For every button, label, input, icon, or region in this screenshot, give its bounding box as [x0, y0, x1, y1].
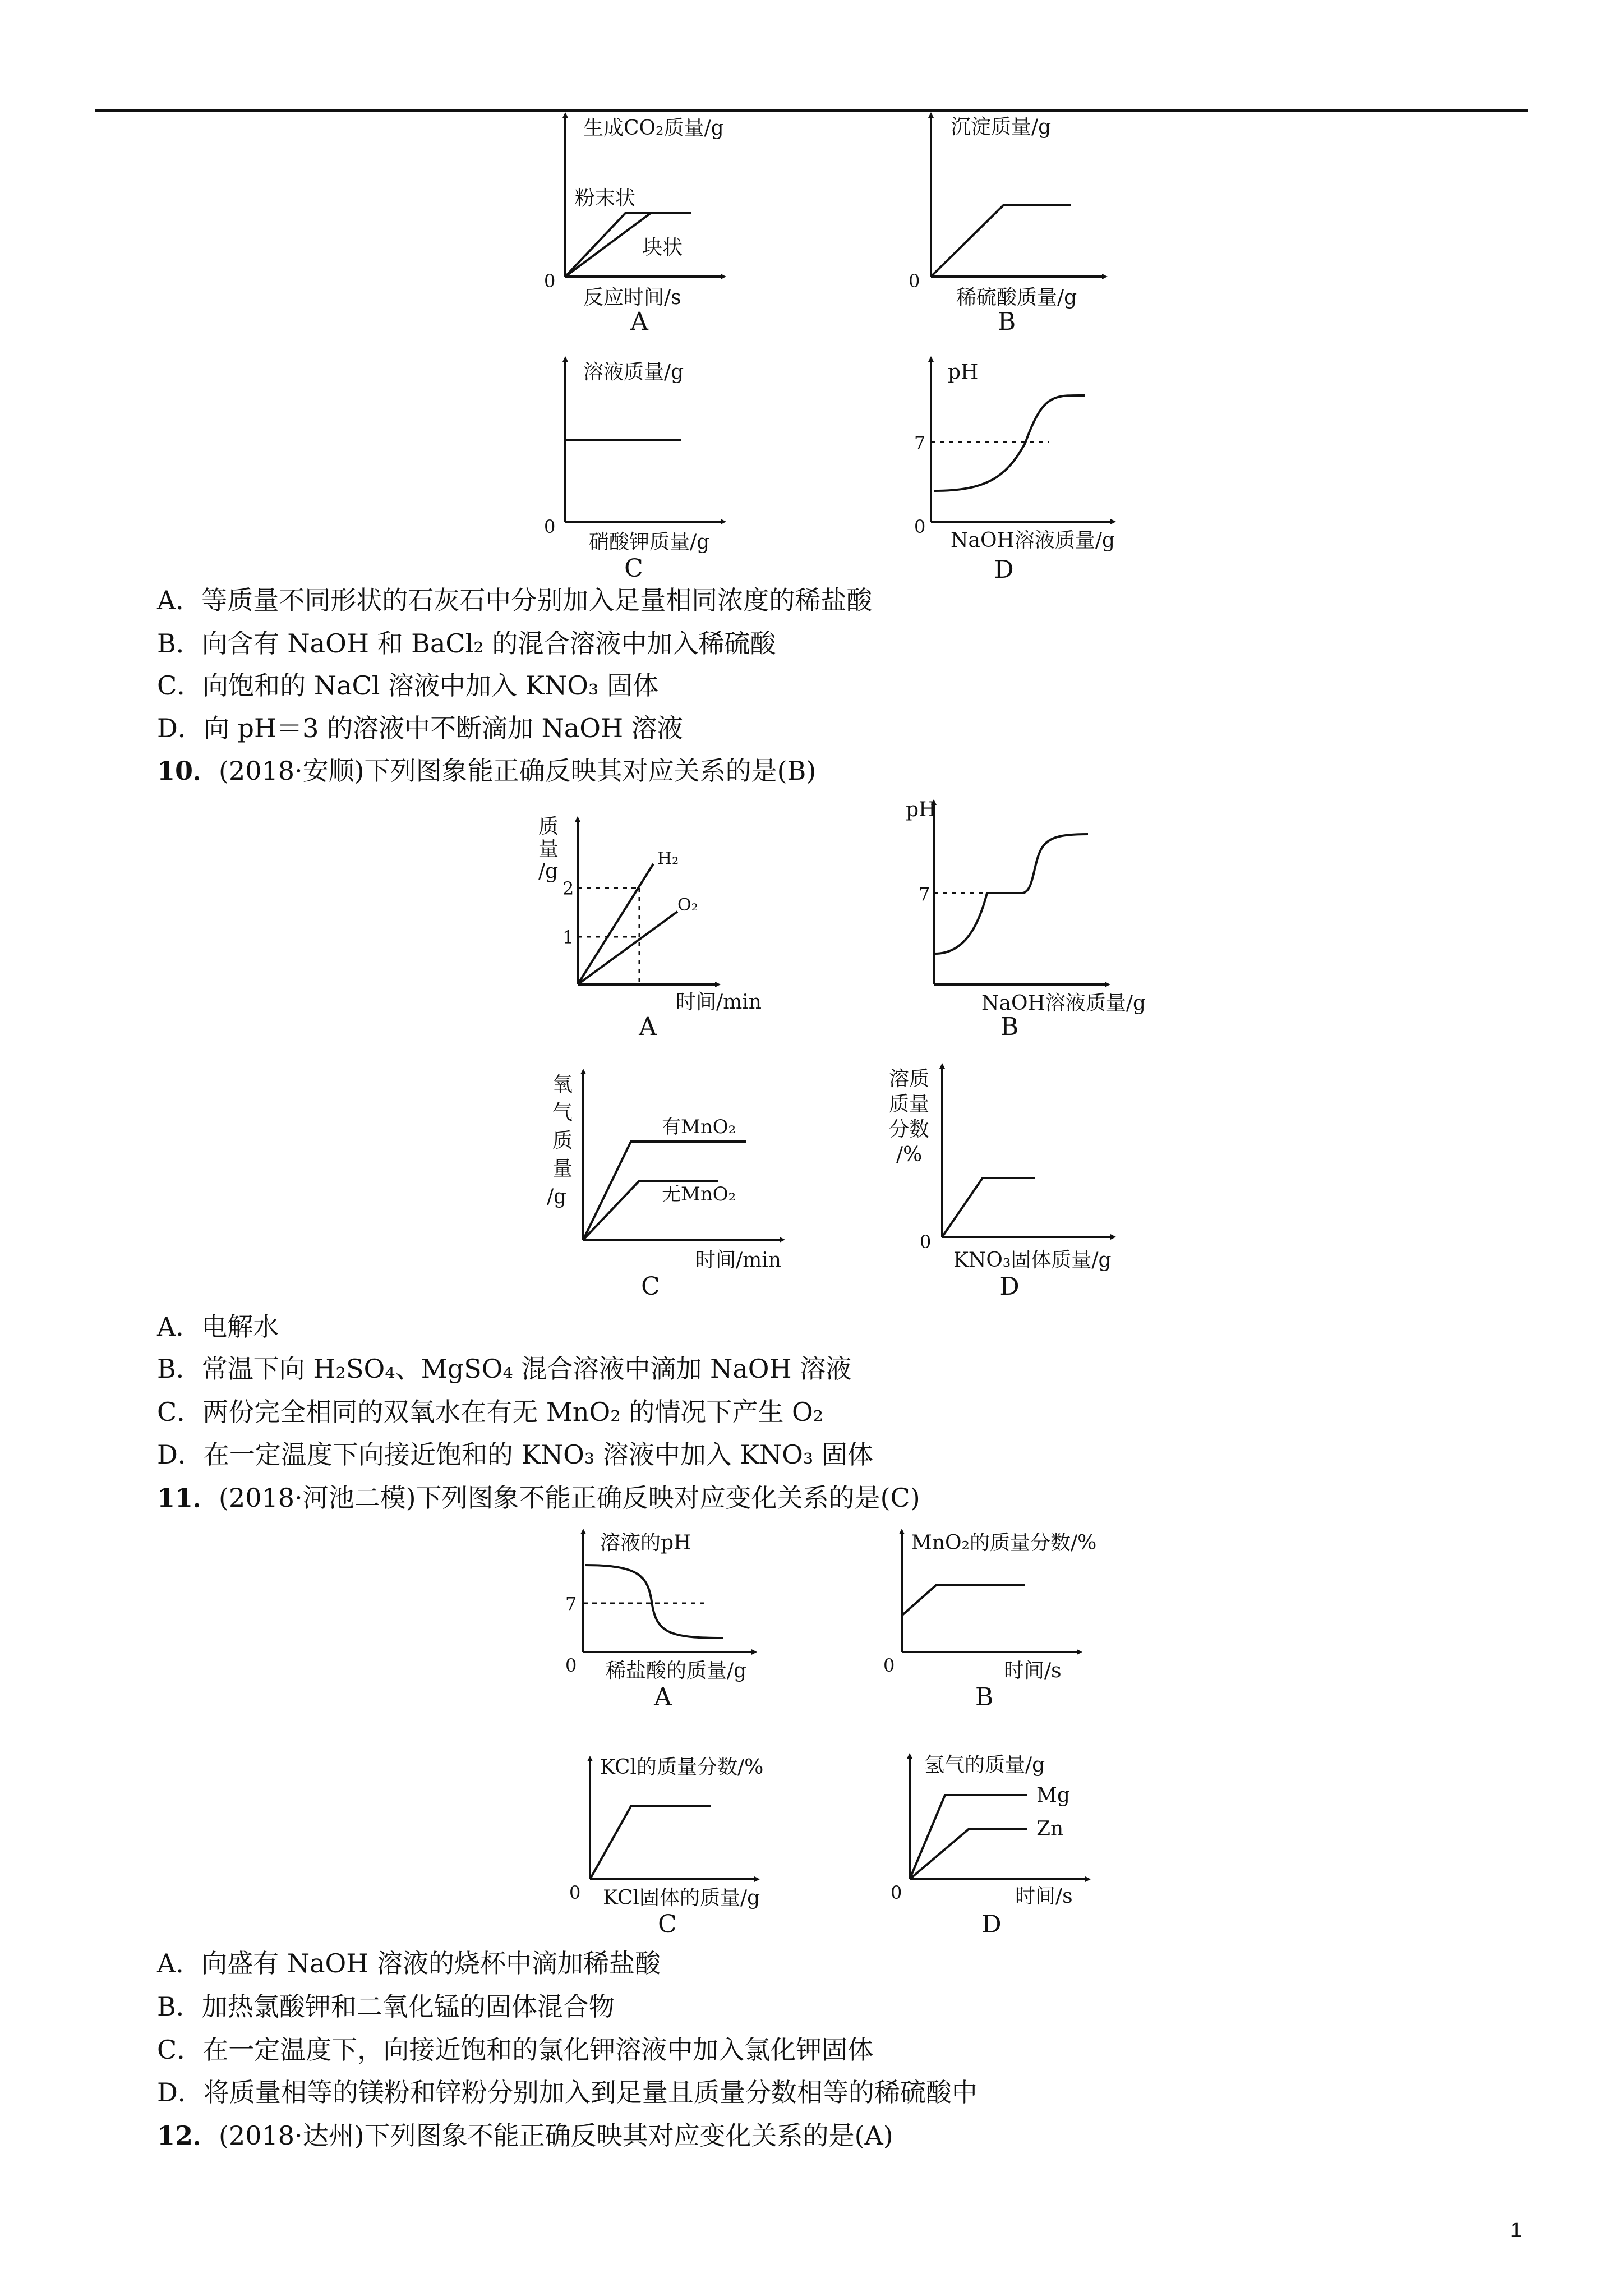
- q9-d-ylabel: pH: [948, 361, 979, 384]
- q9-a-origin: 0: [544, 270, 556, 292]
- q10-a-xlabel: 时间/min: [676, 991, 762, 1014]
- q10-d-ylabel-4: /%: [896, 1143, 923, 1166]
- q9-c-ylabel: 溶液质量/g: [583, 361, 684, 384]
- q10-d-ylabel-2: 质量: [889, 1093, 930, 1116]
- q11-c-origin: 0: [569, 1882, 581, 1903]
- q11-b-xlabel: 时间/s: [1004, 1659, 1062, 1682]
- q10-a-ylabel-2: 量: [538, 838, 559, 861]
- q11-option-a: A．向盛有 NaOH 溶液的烧杯中滴加稀盐酸: [157, 1948, 661, 1978]
- q10-a-letter: A: [639, 1013, 657, 1041]
- q9-option-c: C．向饱和的 NaCl 溶液中加入 KNO₃ 固体: [157, 670, 659, 701]
- q11-b-origin: 0: [883, 1655, 895, 1676]
- q10-graph-a: [538, 815, 762, 1041]
- q10-d-ylabel-3: 分数: [889, 1118, 930, 1141]
- q10-c-ylabel-4: 量: [552, 1157, 573, 1180]
- q10-option-c: C．两份完全相同的双氧水在有无 MnO₂ 的情况下产生 O₂: [157, 1397, 824, 1427]
- q11-b-ylabel: MnO₂的质量分数/%: [911, 1531, 1097, 1554]
- q9-b-origin: 0: [909, 270, 920, 292]
- q11-c-ylabel: KCl的质量分数/%: [600, 1756, 764, 1779]
- q10-option-b: B．常温下向 H₂SO₄、MgSO₄ 混合溶液中滴加 NaOH 溶液: [157, 1354, 852, 1384]
- q9-d-origin: 0: [914, 516, 926, 537]
- q10-b-xlabel: NaOH溶液质量/g: [981, 992, 1146, 1015]
- q11-c-xlabel: KCl固体的质量/g: [603, 1887, 760, 1910]
- q11-stem: [157, 1481, 920, 1515]
- q11-option-c: C．在一定温度下，向接近饱和的氯化钾溶液中加入氯化钾固体: [157, 2035, 874, 2065]
- q9-graph-d: [914, 359, 1115, 584]
- q10-c-ylabel-3: 质: [552, 1129, 573, 1152]
- q9-c-origin: 0: [544, 516, 556, 537]
- q11-b-letter: B: [975, 1683, 994, 1711]
- q10-d-xlabel: KNO₃固体质量/g: [953, 1249, 1112, 1272]
- q11-d-origin: 0: [891, 1882, 902, 1903]
- q12-stem-text: (2018·达州)下列图象不能正确反映其对应变化关系的是(A): [219, 2120, 893, 2151]
- q10-b-ylabel: pH: [906, 798, 937, 821]
- q11-d-xlabel: 时间/s: [1015, 1885, 1073, 1908]
- q10-stem-text: (2018·安顺)下列图象能正确反映其对应关系的是(B): [219, 756, 817, 786]
- q11-d-curve1: Mg: [1036, 1784, 1070, 1807]
- q10-c-curve2: 无MnO₂: [662, 1183, 736, 1205]
- q11-a-tick: 7: [565, 1593, 577, 1614]
- q11-a-ylabel: 溶液的pH: [600, 1531, 691, 1554]
- q11-option-b: B．加热氯酸钾和二氧化锰的固体混合物: [157, 1991, 615, 2022]
- q11-d-curve2: Zn: [1036, 1818, 1064, 1841]
- q9-d-tick: 7: [914, 432, 926, 453]
- q11-d-letter: D: [981, 1910, 1002, 1939]
- q10-c-xlabel: 时间/min: [695, 1249, 781, 1272]
- q11-option-d: D．将质量相等的镁粉和锌粉分别加入到足量且质量分数相等的稀硫酸中: [157, 2077, 978, 2108]
- q10-a-ylabel-1: 质: [538, 815, 559, 838]
- q10-stem: [157, 754, 816, 788]
- q9-b-letter: B: [997, 307, 1016, 336]
- q10-graph-b: [906, 798, 1146, 1041]
- q9-a-ylabel: 生成CO₂质量/g: [583, 117, 724, 140]
- q10-c-letter: C: [641, 1272, 660, 1301]
- q11-graph-a: [565, 1531, 754, 1711]
- q11-a-letter: A: [654, 1683, 672, 1711]
- q9-graph-c: [544, 359, 723, 583]
- q10-c-ylabel-2: 气: [552, 1101, 573, 1124]
- q10-b-letter: B: [1000, 1013, 1019, 1041]
- q10-option-a: A．电解水: [157, 1312, 279, 1342]
- q10-a-tick-2: 2: [562, 878, 574, 899]
- q11-stem-text: (2018·河池二模)下列图象不能正确反映对应变化关系的是(C): [219, 1483, 920, 1513]
- q10-graph-c: [547, 1071, 782, 1301]
- q10-d-ylabel-1: 溶质: [889, 1068, 930, 1091]
- q10-option-d: D．在一定温度下向接近饱和的 KNO₃ 溶液中加入 KNO₃ 固体: [157, 1439, 873, 1470]
- q11-d-ylabel: 氢气的质量/g: [924, 1754, 1045, 1777]
- q12-stem: [157, 2119, 893, 2152]
- q12-number: 12．: [157, 2120, 219, 2151]
- q9-a-curve2: 块状: [642, 236, 683, 259]
- q9-d-xlabel: NaOH溶液质量/g: [951, 529, 1115, 552]
- q10-b-tick: 7: [919, 884, 930, 905]
- q10-graph-d: [889, 1066, 1113, 1301]
- q11-a-xlabel: 稀盐酸的质量/g: [606, 1659, 747, 1682]
- q10-c-curve1: 有MnO₂: [662, 1116, 736, 1138]
- q11-a-origin: 0: [565, 1655, 577, 1676]
- q11-graph-b: [883, 1531, 1096, 1711]
- page-number: 1: [1510, 2219, 1522, 2242]
- q9-graph-a: [544, 115, 724, 336]
- q9-a-letter: A: [630, 307, 648, 336]
- q9-a-xlabel: 反应时间/s: [583, 286, 681, 309]
- q10-c-ylabel-1: 氧: [552, 1073, 573, 1096]
- q9-option-d: D．向 pH＝3 的溶液中不断滴加 NaOH 溶液: [157, 713, 683, 743]
- q11-c-letter: C: [658, 1910, 677, 1939]
- q9-b-xlabel: 稀硫酸质量/g: [956, 286, 1077, 309]
- q11-number: 11．: [157, 1483, 219, 1513]
- q10-d-origin: 0: [920, 1231, 932, 1253]
- q9-graph-b: [909, 115, 1105, 336]
- q9-option-b: B．向含有 NaOH 和 BaCl₂ 的混合溶液中加入稀硫酸: [157, 628, 776, 659]
- q9-a-curve1: 粉末状: [575, 187, 636, 210]
- q10-a-curve2: O₂: [677, 895, 698, 915]
- q10-a-curve1: H₂: [657, 849, 679, 868]
- q9-b-ylabel: 沉淀质量/g: [951, 116, 1052, 139]
- q10-number: 10．: [157, 756, 219, 786]
- q10-a-tick-1: 1: [562, 927, 574, 948]
- q9-c-letter: C: [624, 554, 643, 583]
- q11-graph-d: [891, 1754, 1088, 1939]
- q11-graph-c: [569, 1756, 763, 1939]
- q10-c-ylabel-5: /g: [547, 1185, 567, 1208]
- q10-d-letter: D: [999, 1272, 1020, 1301]
- q9-d-letter: D: [994, 555, 1014, 584]
- q9-option-a: A．等质量不同形状的石灰石中分别加入足量相同浓度的稀盐酸: [157, 585, 873, 615]
- q9-c-xlabel: 硝酸钾质量/g: [589, 531, 710, 554]
- q10-a-ylabel-3: /g: [538, 860, 559, 883]
